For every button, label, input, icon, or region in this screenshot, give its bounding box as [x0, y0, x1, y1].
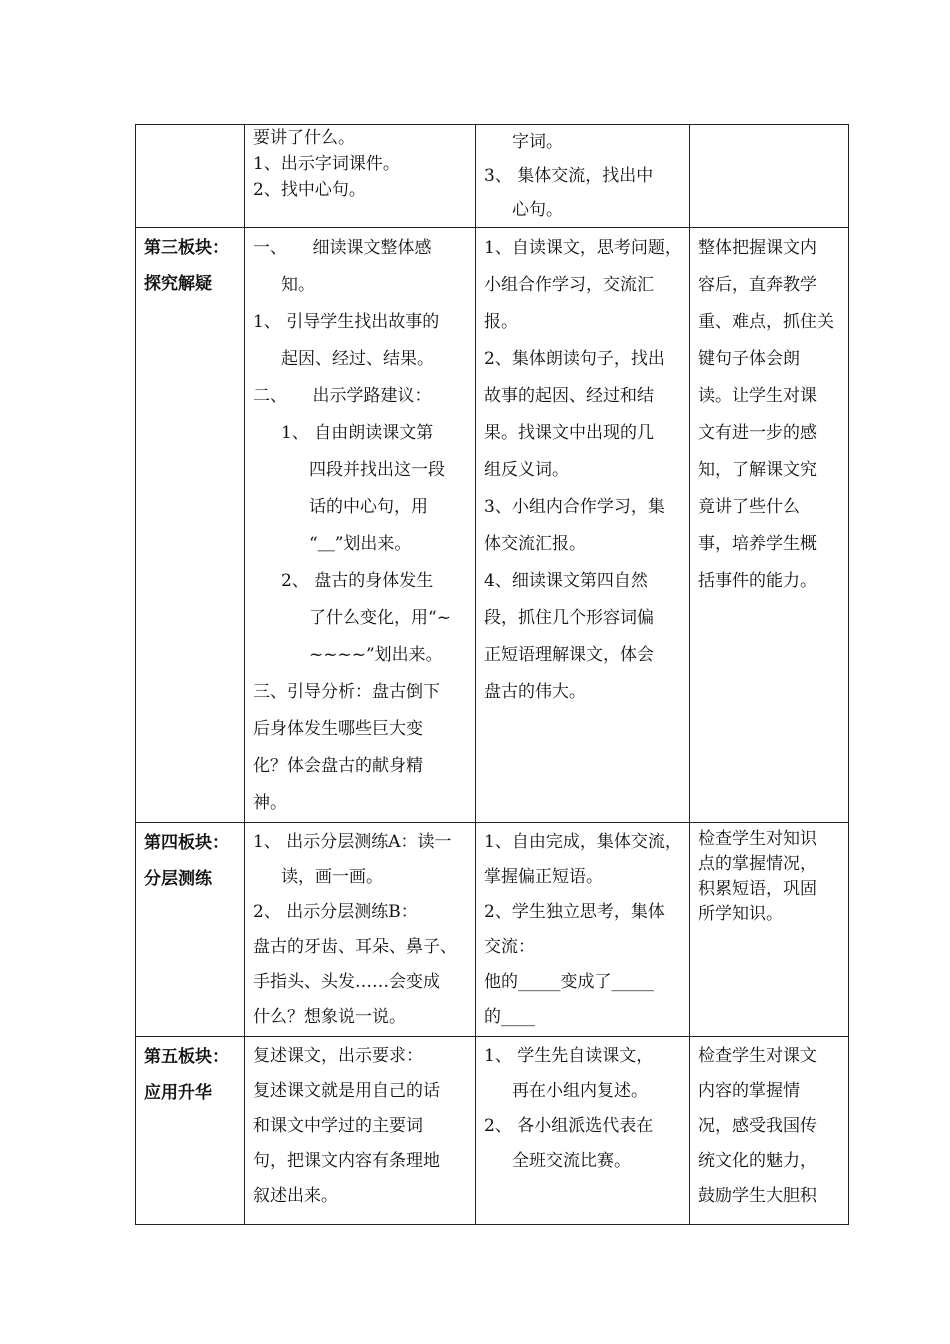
text-line: 盘古的伟大。 — [484, 682, 586, 702]
text-line: 掌握偏正短语。 — [484, 867, 603, 887]
text-line: 1、 学生先自读课文， — [484, 1046, 654, 1066]
block-title: 探究解疑 — [144, 274, 212, 294]
text-line: 了什么变化，用“~ — [309, 608, 451, 628]
text-line: 重、难点，抓住关 — [698, 312, 834, 332]
table-row-continuation — [136, 125, 849, 228]
text-line: 1、 出示分层测练A：读一 — [253, 832, 452, 852]
text-line: 复述课文就是用自己的话 — [253, 1081, 440, 1101]
block-title: 应用升华 — [144, 1083, 212, 1103]
text-line: “＿”划出来。 — [309, 534, 412, 554]
design-intent-cell — [690, 1037, 849, 1225]
text-line: 知，了解课文究 — [698, 460, 817, 480]
text-line: 四段并找出这一段 — [309, 460, 445, 480]
student-activity-cell — [476, 228, 690, 823]
teacher-activity-cell — [245, 228, 476, 823]
text-line: 句，把课文内容有条理地 — [253, 1151, 440, 1171]
text-line: 统文化的魅力， — [698, 1151, 817, 1171]
text-line: 2、集体朗读句子，找出 — [484, 349, 665, 369]
text-line: 检查学生对课文 — [698, 1046, 817, 1066]
table-row-block-3 — [136, 228, 849, 823]
text-line: 故事的起因、经过和结 — [484, 386, 654, 406]
block-title: 分层测练 — [144, 869, 212, 889]
table-row-block-4 — [136, 823, 849, 1037]
text-line: 况，感受我国传 — [698, 1116, 817, 1136]
text-line: 手指头、头发……会变成 — [253, 972, 440, 992]
text-line: 读。让学生对课 — [698, 386, 817, 406]
block-cell — [136, 1037, 245, 1225]
text-line: 检查学生对知识 — [698, 829, 817, 849]
text-line: 点的掌握情况， — [698, 854, 817, 874]
block-number: 第三板块： — [144, 238, 229, 258]
text-line: 所学知识。 — [698, 904, 783, 924]
text-line: 1、 自由朗读课文第 — [281, 423, 434, 443]
block-cell — [136, 823, 245, 1037]
design-intent-cell — [690, 823, 849, 1037]
text-line: ~~~~”划出来。 — [309, 645, 443, 665]
text-line: 起因、经过、结果。 — [281, 349, 434, 369]
teacher-activity-cell — [245, 823, 476, 1037]
text-line: 三、引导分析：盘古倒下 — [253, 682, 440, 702]
text-line: 3、小组内合作学习，集 — [484, 497, 665, 517]
text-line: 2、 盘古的身体发生 — [281, 571, 434, 591]
lesson-plan-table — [135, 124, 849, 1225]
text-line: 全班交流比赛。 — [512, 1151, 631, 1171]
text-line: 复述课文，出示要求： — [253, 1046, 423, 1066]
text-line: 正短语理解课文，体会 — [484, 645, 654, 665]
text-line: 一、 细读课文整体感 — [253, 238, 432, 258]
text-line: 体交流汇报。 — [484, 534, 586, 554]
text-line: 心句。 — [512, 200, 563, 220]
text-line: 竟讲了些什么 — [698, 497, 800, 517]
text-line: 整体把握课文内 — [698, 238, 817, 258]
text-line: 事，培养学生概 — [698, 534, 817, 554]
text-line: 果。找课文中出现的几 — [484, 423, 654, 443]
text-line: 组反义词。 — [484, 460, 569, 480]
text-line: 的____ — [484, 1007, 535, 1027]
text-line: 再在小组内复述。 — [512, 1081, 648, 1101]
text-line: 字词。 — [512, 132, 563, 152]
text-line: 后身体发生哪些巨大变 — [253, 719, 423, 739]
text-line: 2、 出示分层测练B： — [253, 902, 418, 922]
block-cell — [136, 228, 245, 823]
text-line: 容后，直奔教学 — [698, 275, 817, 295]
text-line: 话的中心句，用 — [309, 497, 428, 517]
teacher-activity-cell — [245, 1037, 476, 1225]
text-line: 叙述出来。 — [253, 1186, 338, 1206]
text-line: 他的_____变成了_____ — [484, 972, 654, 992]
text-line: 括事件的能力。 — [698, 571, 817, 591]
text-line: 交流： — [484, 937, 535, 957]
text-line: 和课文中学过的主要词 — [253, 1116, 423, 1136]
text-line: 读，画一画。 — [281, 867, 383, 887]
text-line: 2、找中心句。 — [253, 180, 366, 200]
text-line: 知。 — [281, 275, 315, 295]
student-activity-cell — [476, 823, 690, 1037]
text-line: 2、 各小组派选代表在 — [484, 1116, 654, 1136]
text-line: 文有进一步的感 — [698, 423, 817, 443]
text-line: 化？体会盘古的献身精 — [253, 756, 423, 776]
text-line: 3、 集体交流，找出中 — [484, 166, 654, 186]
design-intent-cell — [690, 125, 849, 228]
block-number: 第四板块： — [144, 833, 229, 853]
text-line: 报。 — [484, 312, 518, 332]
student-activity-cell — [476, 1037, 690, 1225]
text-line: 积累短语，巩固 — [698, 879, 817, 899]
block-number: 第五板块： — [144, 1047, 229, 1067]
text-line: 段，抓住几个形容词偏 — [484, 608, 654, 628]
text-line: 1、 引导学生找出故事的 — [253, 312, 440, 332]
text-line: 4、细读课文第四自然 — [484, 571, 648, 591]
block-cell — [136, 125, 245, 228]
text-line: 1、出示字词课件。 — [253, 154, 400, 174]
table-row-block-5 — [136, 1037, 849, 1225]
design-intent-cell — [690, 228, 849, 823]
text-line: 内容的掌握情 — [698, 1081, 800, 1101]
text-line: 二、 出示学路建议： — [253, 386, 432, 406]
text-line: 1、自由完成，集体交流， — [484, 832, 682, 852]
teacher-activity-cell — [245, 125, 476, 228]
text-line: 1、自读课文，思考问题， — [484, 238, 682, 258]
text-line: 要讲了什么。 — [253, 128, 355, 148]
text-line: 鼓励学生大胆积 — [698, 1186, 817, 1206]
text-line: 盘古的牙齿、耳朵、鼻子、 — [253, 937, 457, 957]
text-line: 键句子体会朗 — [698, 349, 800, 369]
text-line: 小组合作学习，交流汇 — [484, 275, 654, 295]
text-line: 什么？想象说一说。 — [253, 1007, 406, 1027]
text-line: 2、学生独立思考，集体 — [484, 902, 665, 922]
student-activity-cell — [476, 125, 690, 228]
text-line: 神。 — [253, 793, 287, 813]
